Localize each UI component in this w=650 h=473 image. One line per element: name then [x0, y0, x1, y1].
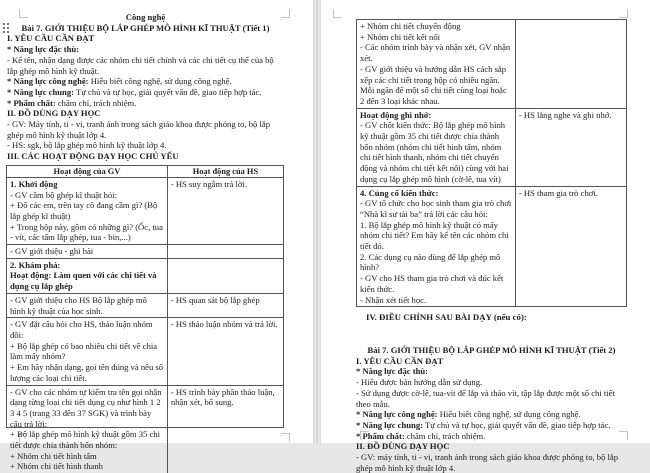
paragraph: + Em hãy nhận dạng, gọi tên đúng và nêu số lượng các loại chi tiết. [10, 362, 164, 383]
paragraph: II. ĐỒ DÙNG DẠY HỌC [356, 441, 627, 452]
table-row [7, 177, 283, 244]
paragraph: Hoạt động ghi nhớ: [360, 110, 512, 121]
paragraph: Bài 7. GIỚI THIỆU BỘ LẮP GHÉP MÔ HÌNH KĨ THUẬT (Tiết 1) [7, 23, 284, 34]
gv-cell [7, 386, 168, 473]
paragraph: - GV giới thiệu - ghi bài [10, 246, 164, 257]
page1-intro [7, 12, 284, 162]
activities-table-page1 [6, 165, 284, 428]
gv-cell [357, 109, 516, 186]
hs-cell [168, 259, 283, 293]
page-gap [313, 0, 321, 443]
paragraph: 2. Các dụng cụ nào dùng để lắp ghép mô hình? [360, 252, 512, 273]
paragraph: Công nghệ [7, 12, 284, 23]
paragraph: - GV chốt kiến thức: Bộ lắp ghép mô hình kỹ thuật gồm 35 chi tiết được chia thành bốn nhóm (nhóm chi tiết hình tấm, nhóm chi tiết hình thanh, nhóm chi tiết chuyển động và nhóm chi tiết kết nối) cùng với hai dụng cụ lắp ghép mô hình (cờ-lê, tua vít) [360, 120, 512, 184]
paragraph: - GV cho các nhóm tự kiểm tra tên gọi nhận dạng từng loại chi tiết dụng cụ như hình 1 2 3 4 5 (trang 33 đến 37 SGK) và trình bày câu trả lời: [10, 387, 164, 430]
crop-mark [333, 9, 342, 18]
paragraph: * Năng lực chung: Tự chủ và tự học, giải quyết vấn đề, giao tiếp hợp tác. [7, 87, 284, 98]
paragraph: - GV cầm bộ ghép kĩ thuật hỏi: [10, 190, 164, 201]
table-header-gv: Hoạt động của GV [7, 166, 168, 177]
paragraph: 1. Bộ lắp ghép mô hình kỹ thuật có mấy nhóm chi tiết? Em hãy kể tên các nhóm chi tiết đó. [360, 220, 512, 252]
paragraph: * Phẩm chất: chăm chỉ, trách nhiệm. [7, 98, 284, 109]
gv-cell [7, 294, 168, 317]
hs-cell [168, 386, 283, 473]
paragraph: 4. Củng cố kiến thức: [360, 188, 512, 199]
gv-cell [7, 178, 168, 244]
paragraph: * Năng lực công nghệ: Hiểu biết công nghệ, sử dụng công nghệ. [7, 76, 284, 87]
gv-cell [357, 187, 516, 307]
hs-cell [516, 20, 626, 108]
paragraph: + Đố các em, trên tay cô đang cầm gì? (Bộ lắp ghép kĩ thuật) [10, 200, 164, 221]
table-row [357, 108, 626, 186]
paragraph: * Năng lực chung: Tự chủ và tự học, giải quyết vấn đề, giao tiếp hợp tác. [356, 420, 627, 431]
paragraph: Hoạt động: Làm quen với các chi tiết và dụng cụ lắp ghép [10, 270, 164, 291]
paragraph: Bài 7. GIỚI THIỆU BỘ LẮP GHÉP MÔ HÌNH KĨ THUẬT (Tiết 2) [356, 345, 627, 356]
paragraph: - Sử dụng được cờ-lê, tua-vít để lắp và tháo vít, tập lắp được một số chi tiết theo mẫu. [356, 388, 627, 409]
page2-body [356, 345, 627, 473]
paragraph: - GV: Máy tính, ti - vi, tranh ảnh trong sách giáo khoa được phóng to, bộ lắp ghép mô hình kỹ thuật lớp 4. [7, 119, 284, 140]
paragraph: * Năng lực công nghệ: Hiểu biết công nghệ, sử dụng công nghệ. [356, 409, 627, 420]
hs-cell [516, 109, 626, 186]
paragraph: - GV cho HS tham gia trò chơi và đúc kết kiến thức. [360, 273, 512, 294]
hs-cell [168, 318, 283, 384]
paragraph: + Nhóm chi tiết hình thanh [10, 461, 164, 472]
paragraph: * Năng lực đặc thù: [356, 366, 627, 377]
table-row [7, 293, 283, 317]
table-row [7, 317, 283, 384]
hs-cell [168, 178, 283, 244]
paragraph: - GV giới thiệu và hướng dẫn HS cách sắp xếp các chi tiết trong hộp có nhiều ngăn. Mỗi ngăn để một số chi tiết cùng loại hoặc 2 đến 3 loại khác nhau. [360, 64, 512, 107]
paragraph: I. YÊU CẦU CẦN ĐẠT [7, 33, 284, 44]
hs-cell [168, 294, 283, 317]
paragraph: + Bộ lắp ghép mô hình kỹ thuật gồm 35 chi tiết được chia thành bốn nhóm: [10, 429, 164, 450]
paragraph: - Kể tên, nhận dạng được các nhóm chi tiết chính và các chi tiết cụ thể của bộ lắp ghép mô hình kỹ thuật. [7, 55, 284, 76]
table-row [357, 20, 626, 108]
table-row [7, 385, 283, 473]
section-heading-iv: IV. ĐIỀU CHỈNH SAU BÀI DẠY (nếu có): [356, 312, 627, 323]
paragraph: - HS suy ngẫm trả lời. [171, 179, 280, 190]
activities-table-page2 [356, 19, 627, 307]
gv-cell [357, 20, 516, 108]
table-row [357, 186, 626, 307]
paragraph: - Hiểu được bản hướng dẫn sử dụng. [356, 377, 627, 388]
paragraph: - GV đặt câu hỏi cho HS, thảo luận nhóm đôi: [10, 319, 164, 340]
paragraph: - Nhận xét tiết học. [360, 295, 512, 306]
paragraph: - HS tham gia trò chơi. [519, 188, 623, 199]
page-2 [321, 0, 650, 443]
paragraph: III. CÁC HOẠT ĐỘNG DẠY HỌC CHỦ YẾU [7, 151, 284, 162]
paragraph: + Trong hộp này, gồm có những gì? (Ốc, tua - vít, các tấm lắp ghép, tua - bin,...) [10, 222, 164, 243]
paragraph: - GV tổ chức cho học sinh tham gia trò chơi “Nhà kĩ sư tài ba” trả lời các câu hỏi: [360, 198, 512, 219]
paragraph: - Các nhóm trình bày và nhận xét, GV nhận xét. [360, 42, 512, 63]
hs-cell [168, 245, 283, 258]
paragraph: - HS thảo luận nhóm và trả lời. [171, 319, 280, 330]
paragraph: + Bộ lắp ghép có bao nhiêu chi tiết về chia làm mấy nhóm? [10, 341, 164, 362]
paragraph: * Phẩm chất: chăm chỉ, trách nhiệm. [356, 431, 627, 442]
table-row [7, 244, 283, 258]
paragraph: II. ĐỒ DÙNG DẠY HỌC [7, 108, 284, 119]
table-header-hs: Hoạt động của HS [168, 166, 283, 177]
page1-content [7, 12, 284, 428]
paragraph: - GV: máy tính, ti - vi, tranh ảnh trong sách giáo khoa được phóng to, bộ lắp ghép mô hình kỹ thuật lớp 4. [356, 452, 627, 473]
paragraph: - HS: sgk, bộ lắp ghép mô hình kỹ thuật lớp 4. [7, 140, 284, 151]
paragraph: - HS quan sát bộ lắp ghép [171, 295, 280, 306]
hs-cell [516, 187, 626, 307]
page-1 [0, 0, 313, 443]
paragraph: 2. Khám phá: [10, 260, 164, 271]
table-row [7, 258, 283, 293]
gv-cell [7, 318, 168, 384]
paragraph: * Năng lực đặc thù: [7, 44, 284, 55]
gv-cell [7, 259, 168, 293]
paragraph: - HS trình bày phần thảo luận, nhận xét, bổ sung. [171, 387, 280, 408]
paragraph: - HS lắng nghe và ghi nhớ. [519, 110, 623, 121]
gv-cell [7, 245, 168, 258]
page2-content [356, 12, 627, 473]
paragraph: + Nhóm chi tiết hình tấm [10, 451, 164, 462]
paragraph: + Nhóm chi tiết kết nối [360, 32, 512, 43]
paragraph: + Nhóm chi tiết chuyển động [360, 21, 512, 32]
paragraph: - GV giới thiệu cho HS Bộ lắp ghép mô hình kỹ thuật của học sinh. [10, 295, 164, 316]
paragraph: 1. Khởi động [10, 179, 164, 190]
paragraph: I. YÊU CẦU CẦN ĐẠT [356, 356, 627, 367]
